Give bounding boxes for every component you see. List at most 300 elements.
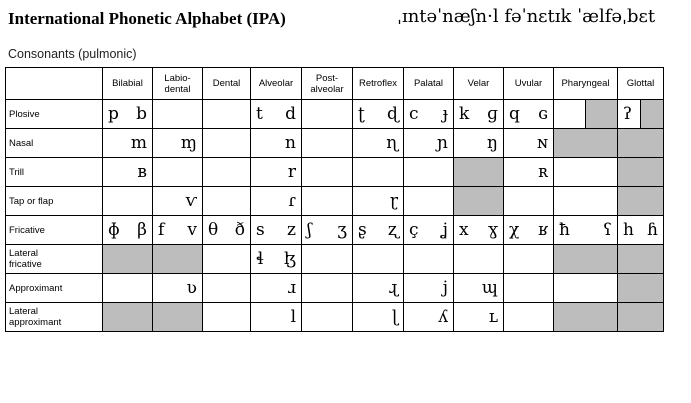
consonant-cell xyxy=(251,216,302,245)
consonant-cell xyxy=(353,216,404,245)
voiceless-symbol xyxy=(302,245,327,273)
voiced-symbol xyxy=(429,158,454,186)
voiced-symbol xyxy=(128,187,153,215)
voiceless-symbol: ç xyxy=(409,219,419,240)
cell-pair xyxy=(554,187,617,215)
consonant-cell xyxy=(103,245,153,274)
column-header: Labio- dental xyxy=(153,68,203,100)
voiced-symbol xyxy=(227,303,251,331)
voiceless-symbol xyxy=(353,303,378,331)
consonant-cell xyxy=(454,158,504,187)
column-header: Alveolar xyxy=(251,68,302,100)
voiced-symbol: ʁ xyxy=(538,219,548,240)
cell-pair xyxy=(454,245,503,273)
voiceless-symbol xyxy=(153,274,178,302)
voiceless-symbol: c xyxy=(409,103,419,124)
consonant-cell xyxy=(302,100,353,129)
consonant-cell xyxy=(103,274,153,303)
voiced-symbol: j xyxy=(442,277,448,298)
voiceless-symbol xyxy=(302,129,327,157)
voiceless-symbol xyxy=(454,274,479,302)
voiceless-symbol xyxy=(454,245,479,273)
voiced-symbol: ʀ xyxy=(538,161,548,182)
consonant-cell xyxy=(302,216,353,245)
consonant-cell xyxy=(302,274,353,303)
voiced-symbol xyxy=(227,187,251,215)
cell-pair xyxy=(404,129,453,157)
voiced-symbol: ɖ xyxy=(387,103,398,124)
voiced-symbol xyxy=(227,158,251,186)
consonant-cell xyxy=(353,303,404,332)
voiced-symbol xyxy=(128,274,153,302)
cell-pair xyxy=(302,274,352,302)
consonant-cell xyxy=(554,187,618,216)
cell-pair xyxy=(153,187,202,215)
consonant-cell xyxy=(454,303,504,332)
voiced-symbol: ð xyxy=(234,219,245,240)
cell-pair xyxy=(302,245,352,273)
consonant-cell xyxy=(203,100,251,129)
consonant-cell xyxy=(302,158,353,187)
consonant-cell xyxy=(554,216,618,245)
voiced-symbol: ɾ xyxy=(288,190,296,211)
voiceless-symbol xyxy=(404,187,429,215)
consonant-cell xyxy=(404,303,454,332)
voiceless-symbol xyxy=(302,274,327,302)
column-header: Post- alveolar xyxy=(302,68,353,100)
voiced-symbol xyxy=(641,100,663,128)
consonant-cell xyxy=(153,245,203,274)
consonant-cell xyxy=(251,100,302,129)
cell-pair xyxy=(353,158,403,186)
consonant-cell xyxy=(554,158,618,187)
cell-pair xyxy=(251,187,301,215)
voiced-symbol: n xyxy=(285,132,296,153)
consonant-cell xyxy=(504,216,554,245)
column-header: Velar xyxy=(454,68,504,100)
cell-pair xyxy=(103,158,152,186)
cell-pair xyxy=(153,216,202,244)
voiced-symbol: β xyxy=(137,219,147,240)
consonant-cell xyxy=(554,274,618,303)
consonant-cell xyxy=(404,216,454,245)
cell-pair xyxy=(251,303,301,331)
consonant-cell xyxy=(153,303,203,332)
consonant-cell xyxy=(203,129,251,158)
column-header: Pharyngeal xyxy=(554,68,618,100)
consonant-cell xyxy=(353,129,404,158)
consonant-cell xyxy=(153,158,203,187)
consonant-cell xyxy=(203,187,251,216)
cell-pair xyxy=(251,158,301,186)
voiceless-symbol xyxy=(203,245,227,273)
manner-row xyxy=(6,100,664,129)
voiceless-symbol: p xyxy=(108,103,119,124)
voiced-symbol: d xyxy=(285,103,296,124)
voiced-symbol: ʝ xyxy=(441,219,448,240)
voiced-symbol xyxy=(327,303,352,331)
cell-pair xyxy=(618,216,663,244)
cell-pair xyxy=(103,129,152,157)
voiced-symbol: ŋ xyxy=(487,132,498,153)
voiceless-symbol xyxy=(103,129,128,157)
consonant-cell xyxy=(618,303,664,332)
consonant-cell xyxy=(618,129,664,158)
voiced-symbol: ɳ xyxy=(386,132,398,153)
consonant-cell xyxy=(153,274,203,303)
voiced-symbol xyxy=(178,100,203,128)
voiceless-symbol xyxy=(353,129,378,157)
consonant-cell xyxy=(618,245,664,274)
voiceless-symbol xyxy=(554,274,586,302)
consonant-cell xyxy=(153,216,203,245)
cell-pair xyxy=(353,303,403,331)
consonant-cell xyxy=(404,187,454,216)
voiceless-symbol: ħ xyxy=(559,219,570,240)
row-header: Lateral approximant xyxy=(6,303,103,332)
voiced-symbol xyxy=(586,158,618,186)
voiced-symbol: ɱ xyxy=(180,132,197,153)
voiceless-symbol xyxy=(103,274,128,302)
voiceless-symbol xyxy=(353,158,378,186)
cell-pair xyxy=(554,100,617,128)
consonant-cell xyxy=(251,129,302,158)
voiced-symbol xyxy=(327,245,352,273)
cell-pair xyxy=(404,158,453,186)
voiced-symbol: ɮ xyxy=(284,248,296,269)
cell-pair xyxy=(153,129,202,157)
voiceless-symbol xyxy=(404,158,429,186)
consonant-cell xyxy=(404,245,454,274)
column-header: Uvular xyxy=(504,68,554,100)
cell-pair xyxy=(353,245,403,273)
cell-pair xyxy=(103,274,152,302)
voiceless-symbol xyxy=(353,274,378,302)
cell-pair xyxy=(302,216,352,244)
consonant-cell xyxy=(203,274,251,303)
consonant-cell xyxy=(454,100,504,129)
consonant-cell xyxy=(618,274,664,303)
voiced-symbol: ɹ xyxy=(287,277,296,298)
cell-pair xyxy=(302,129,352,157)
cell-pair xyxy=(554,274,617,302)
voiceless-symbol xyxy=(251,187,276,215)
page-title: International Phonetic Alphabet (IPA) xyxy=(8,9,286,28)
consonant-cell xyxy=(504,245,554,274)
cell-pair xyxy=(103,100,152,128)
voiced-symbol xyxy=(327,274,352,302)
consonant-cell xyxy=(618,187,664,216)
consonant-cell xyxy=(302,245,353,274)
consonant-cell xyxy=(454,245,504,274)
cell-pair xyxy=(404,274,453,302)
voiced-symbol xyxy=(327,187,352,215)
voiceless-symbol: x xyxy=(459,219,469,240)
cell-pair xyxy=(454,303,503,331)
voiced-symbol: b xyxy=(136,103,147,124)
cell-pair xyxy=(353,129,403,157)
voiced-symbol: z xyxy=(287,219,296,240)
voiced-symbol: ɰ xyxy=(481,277,498,298)
cell-pair xyxy=(251,129,301,157)
consonant-cell xyxy=(203,245,251,274)
voiced-symbol: ɦ xyxy=(647,219,658,240)
voiced-symbol: ɴ xyxy=(537,132,548,153)
voiced-symbol: ɣ xyxy=(487,219,498,240)
consonant-cell xyxy=(454,216,504,245)
voiced-symbol: ɽ xyxy=(389,190,398,211)
voiceless-symbol xyxy=(353,245,378,273)
consonant-cell xyxy=(353,158,404,187)
consonant-cell xyxy=(251,303,302,332)
consonant-cell xyxy=(103,129,153,158)
voiceless-symbol xyxy=(504,274,529,302)
voiceless-symbol xyxy=(554,187,586,215)
consonant-cell xyxy=(618,158,664,187)
voiceless-symbol: ʃ xyxy=(307,219,312,240)
voiced-symbol: l xyxy=(290,306,296,327)
cell-pair xyxy=(203,274,250,302)
voiced-symbol: ɟ xyxy=(442,103,448,124)
consonant-cell xyxy=(353,274,404,303)
cell-pair xyxy=(353,187,403,215)
consonant-cell xyxy=(251,187,302,216)
voiced-symbol: ʒ xyxy=(337,219,347,240)
cell-pair xyxy=(353,100,403,128)
cell-pair xyxy=(203,303,250,331)
consonant-cell xyxy=(103,158,153,187)
voiceless-symbol xyxy=(404,303,429,331)
section-subtitle: Consonants (pulmonic) xyxy=(8,47,137,61)
consonant-cell xyxy=(554,303,618,332)
cell-pair xyxy=(251,100,301,128)
voiceless-symbol xyxy=(404,245,429,273)
cell-pair xyxy=(353,216,403,244)
cell-pair xyxy=(203,129,250,157)
consonant-cell xyxy=(353,187,404,216)
cell-pair xyxy=(153,100,202,128)
row-header: Approximant xyxy=(6,274,103,303)
voiceless-symbol xyxy=(153,158,178,186)
column-header-row xyxy=(6,68,664,100)
cell-pair xyxy=(251,216,301,244)
consonant-cell xyxy=(504,187,554,216)
voiceless-symbol: ʈ xyxy=(358,103,365,124)
cell-pair xyxy=(203,216,250,244)
cell-pair xyxy=(203,187,250,215)
manner-row xyxy=(6,303,664,332)
cell-pair xyxy=(404,245,453,273)
voiced-symbol xyxy=(429,187,454,215)
cell-pair xyxy=(103,187,152,215)
cell-pair xyxy=(251,274,301,302)
voiced-symbol xyxy=(529,245,554,273)
voiced-symbol: ʐ xyxy=(387,219,398,240)
consonant-cell xyxy=(203,303,251,332)
consonant-cell xyxy=(404,158,454,187)
cell-pair xyxy=(504,187,553,215)
consonant-cell xyxy=(302,129,353,158)
voiceless-symbol xyxy=(404,129,429,157)
cell-pair xyxy=(203,158,250,186)
voiceless-symbol xyxy=(251,158,276,186)
voiced-symbol xyxy=(429,245,454,273)
voiceless-symbol xyxy=(302,303,327,331)
voiceless-symbol xyxy=(203,129,227,157)
cell-pair xyxy=(103,216,152,244)
cell-pair xyxy=(454,100,503,128)
consonant-cell xyxy=(203,158,251,187)
cell-pair xyxy=(618,100,663,128)
consonant-cell xyxy=(353,245,404,274)
voiceless-symbol: q xyxy=(509,103,520,124)
consonant-cell xyxy=(504,100,554,129)
consonant-cell xyxy=(404,129,454,158)
voiced-symbol: m xyxy=(130,132,147,153)
consonant-cell xyxy=(353,100,404,129)
voiced-symbol: r xyxy=(287,161,296,182)
cell-pair xyxy=(504,245,553,273)
cell-pair xyxy=(554,158,617,186)
consonant-cell xyxy=(618,216,664,245)
consonant-cell xyxy=(103,303,153,332)
voiceless-symbol xyxy=(454,303,479,331)
consonant-cell xyxy=(103,187,153,216)
consonant-cell xyxy=(203,216,251,245)
manner-row xyxy=(6,216,664,245)
consonant-chart-table xyxy=(5,67,664,332)
voiceless-symbol xyxy=(203,303,227,331)
consonant-cell xyxy=(504,158,554,187)
consonant-cell xyxy=(504,303,554,332)
manner-row xyxy=(6,129,664,158)
voiceless-symbol xyxy=(554,100,586,128)
voiced-symbol xyxy=(378,245,403,273)
consonant-cell xyxy=(504,274,554,303)
cell-pair xyxy=(454,129,503,157)
voiceless-symbol: ɸ xyxy=(108,219,120,240)
voiceless-symbol xyxy=(203,274,227,302)
consonant-cell xyxy=(404,100,454,129)
voiced-symbol xyxy=(378,158,403,186)
row-header: Lateral fricative xyxy=(6,245,103,274)
cell-pair xyxy=(203,100,250,128)
consonant-cell xyxy=(103,216,153,245)
cell-pair xyxy=(554,216,617,244)
consonant-cell xyxy=(103,100,153,129)
pronunciation-transcription: ˌɪntəˈnæʃn·l fəˈnɛtɪk ˈælfəˌbɛt xyxy=(397,6,656,27)
cell-pair xyxy=(454,274,503,302)
voiceless-symbol: h xyxy=(623,219,634,240)
voiced-symbol xyxy=(327,129,352,157)
voiced-symbol xyxy=(529,303,554,331)
cell-pair xyxy=(404,187,453,215)
consonant-cell xyxy=(454,129,504,158)
voiced-symbol xyxy=(529,187,554,215)
row-header: Tap or flap xyxy=(6,187,103,216)
voiced-symbol xyxy=(227,129,251,157)
voiceless-symbol xyxy=(302,100,327,128)
voiceless-symbol xyxy=(251,274,276,302)
voiceless-symbol: k xyxy=(459,103,470,124)
voiced-symbol: ʕ xyxy=(602,219,612,240)
cell-pair xyxy=(454,216,503,244)
cell-pair xyxy=(504,129,553,157)
voiceless-symbol xyxy=(554,158,586,186)
voiceless-symbol xyxy=(153,129,178,157)
voiceless-symbol: θ xyxy=(208,219,219,240)
voiced-symbol xyxy=(586,100,617,128)
voiceless-symbol xyxy=(103,187,128,215)
corner-cell xyxy=(6,68,103,100)
voiced-symbol xyxy=(586,187,618,215)
row-header: Plosive xyxy=(6,100,103,129)
voiced-symbol xyxy=(327,158,352,186)
column-header: Glottal xyxy=(618,68,664,100)
cell-pair xyxy=(404,216,453,244)
row-header: Trill xyxy=(6,158,103,187)
consonant-cell xyxy=(302,303,353,332)
voiced-symbol xyxy=(327,100,352,128)
column-header: Dental xyxy=(203,68,251,100)
consonant-cell xyxy=(153,100,203,129)
voiced-symbol: ɡ xyxy=(487,103,498,124)
voiced-symbol: ʋ xyxy=(186,277,197,298)
voiced-symbol: ɭ xyxy=(391,306,398,327)
manner-row xyxy=(6,158,664,187)
consonant-cell xyxy=(302,187,353,216)
voiced-symbol: ɢ xyxy=(538,103,548,124)
voiceless-symbol xyxy=(504,303,529,331)
voiced-symbol: ʙ xyxy=(137,161,147,182)
consonant-cell xyxy=(251,158,302,187)
consonant-cell xyxy=(454,274,504,303)
cell-pair xyxy=(504,100,553,128)
cell-pair xyxy=(302,100,352,128)
voiceless-symbol xyxy=(251,303,276,331)
consonant-cell xyxy=(618,100,664,129)
voiceless-symbol xyxy=(504,158,529,186)
cell-pair xyxy=(504,216,553,244)
consonant-cell xyxy=(251,245,302,274)
consonant-cell xyxy=(153,187,203,216)
consonant-cell xyxy=(554,100,618,129)
voiced-symbol xyxy=(479,245,504,273)
consonant-cell xyxy=(153,129,203,158)
voiceless-symbol xyxy=(251,129,276,157)
cell-pair xyxy=(302,158,352,186)
voiceless-symbol xyxy=(504,129,529,157)
voiced-symbol xyxy=(178,158,203,186)
voiceless-symbol xyxy=(302,158,327,186)
consonant-cell xyxy=(404,274,454,303)
voiced-symbol xyxy=(227,245,251,273)
voiced-symbol xyxy=(586,274,618,302)
consonant-cell xyxy=(454,187,504,216)
voiceless-symbol: χ xyxy=(509,219,520,240)
voiced-symbol xyxy=(227,100,251,128)
column-header: Retroflex xyxy=(353,68,404,100)
voiceless-symbol xyxy=(153,187,178,215)
voiced-symbol: ⱱ xyxy=(185,190,197,211)
manner-row xyxy=(6,274,664,303)
cell-pair xyxy=(504,303,553,331)
voiced-symbol: ɻ xyxy=(388,277,398,298)
voiced-symbol xyxy=(529,274,554,302)
voiceless-symbol xyxy=(103,158,128,186)
cell-pair xyxy=(404,100,453,128)
voiceless-symbol xyxy=(203,100,227,128)
